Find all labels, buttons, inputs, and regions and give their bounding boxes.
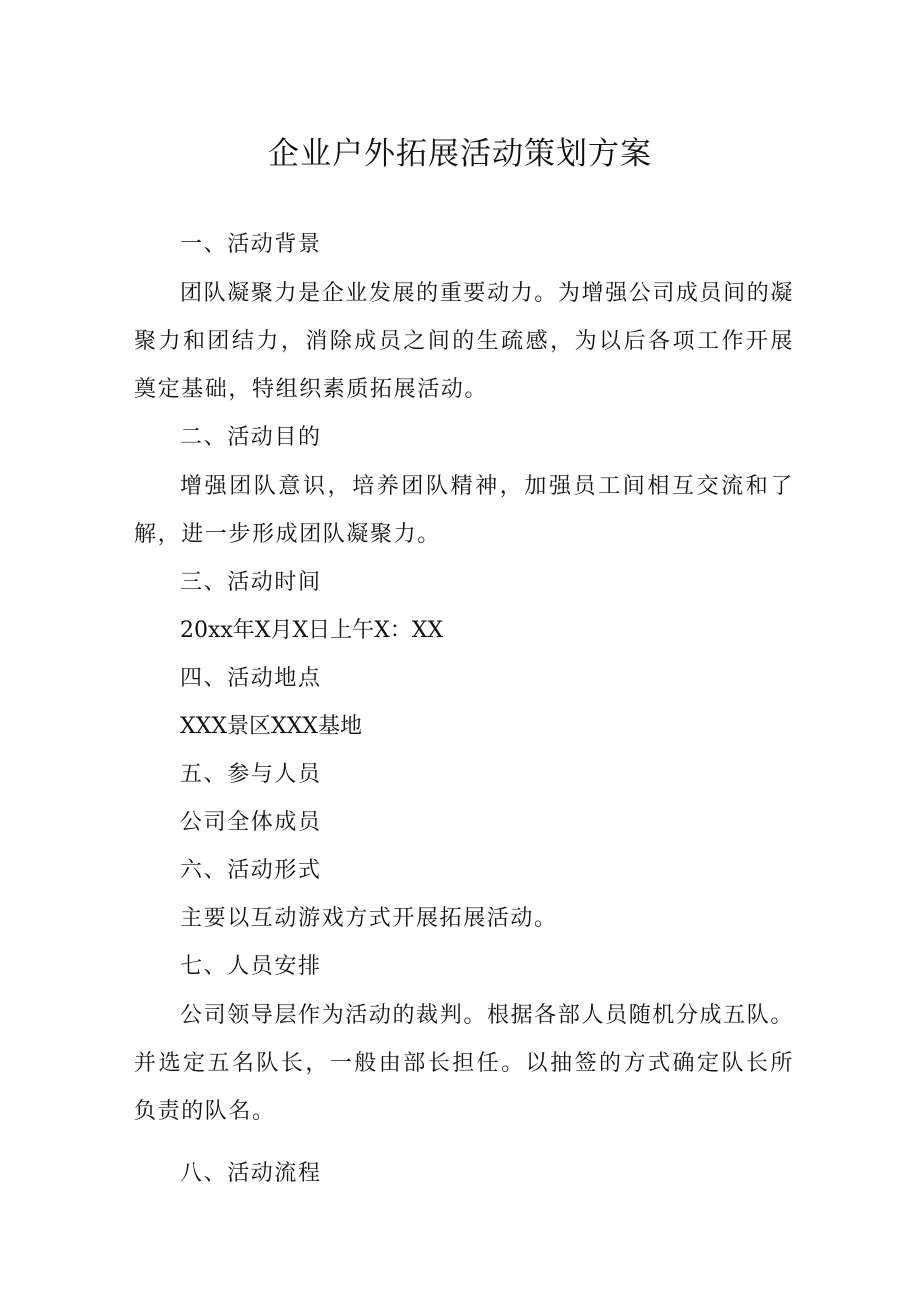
section-heading-time: 三、活动时间 [180, 570, 322, 595]
section-body-participants: 公司全体成员 [180, 810, 322, 835]
section-body-purpose: 增强团队意识，培养团队精神，加强员工间相互交流和了解，进一步形成团队凝聚力。 [134, 474, 794, 547]
document-body [134, 228, 794, 1205]
document-title: 企业户外拓展活动策划方案 [268, 136, 652, 172]
section-body-arrangement: 公司领导层作为活动的裁判。根据各部人员随机分成五队。并选定五名队长，一般由部长担任。以抽签的方式确定队长所负责的队名。 [134, 1003, 794, 1124]
section-body-location: XXX景区XXX基地 [180, 714, 362, 739]
section-heading-location: 四、活动地点 [180, 666, 322, 691]
section-body-background: 团队凝聚力是企业发展的重要动力。为增强公司成员间的凝聚力和团结力，消除成员之间的生疏感，为以后各项工作开展奠定基础，特组织素质拓展活动。 [134, 281, 794, 402]
section-heading-background: 一、活动背景 [180, 232, 322, 257]
section-heading-arrangement: 七、人员安排 [180, 954, 322, 979]
section-body-format: 主要以互动游戏方式开展拓展活动。 [180, 906, 558, 931]
section-body-time: 20xx年X月X日上午X：XX [180, 618, 444, 643]
section-heading-participants: 五、参与人员 [180, 762, 322, 787]
section-heading-format: 六、活动形式 [180, 858, 322, 883]
section-heading-purpose: 二、活动目的 [180, 425, 322, 450]
section-heading-process: 八、活动流程 [180, 1161, 322, 1186]
